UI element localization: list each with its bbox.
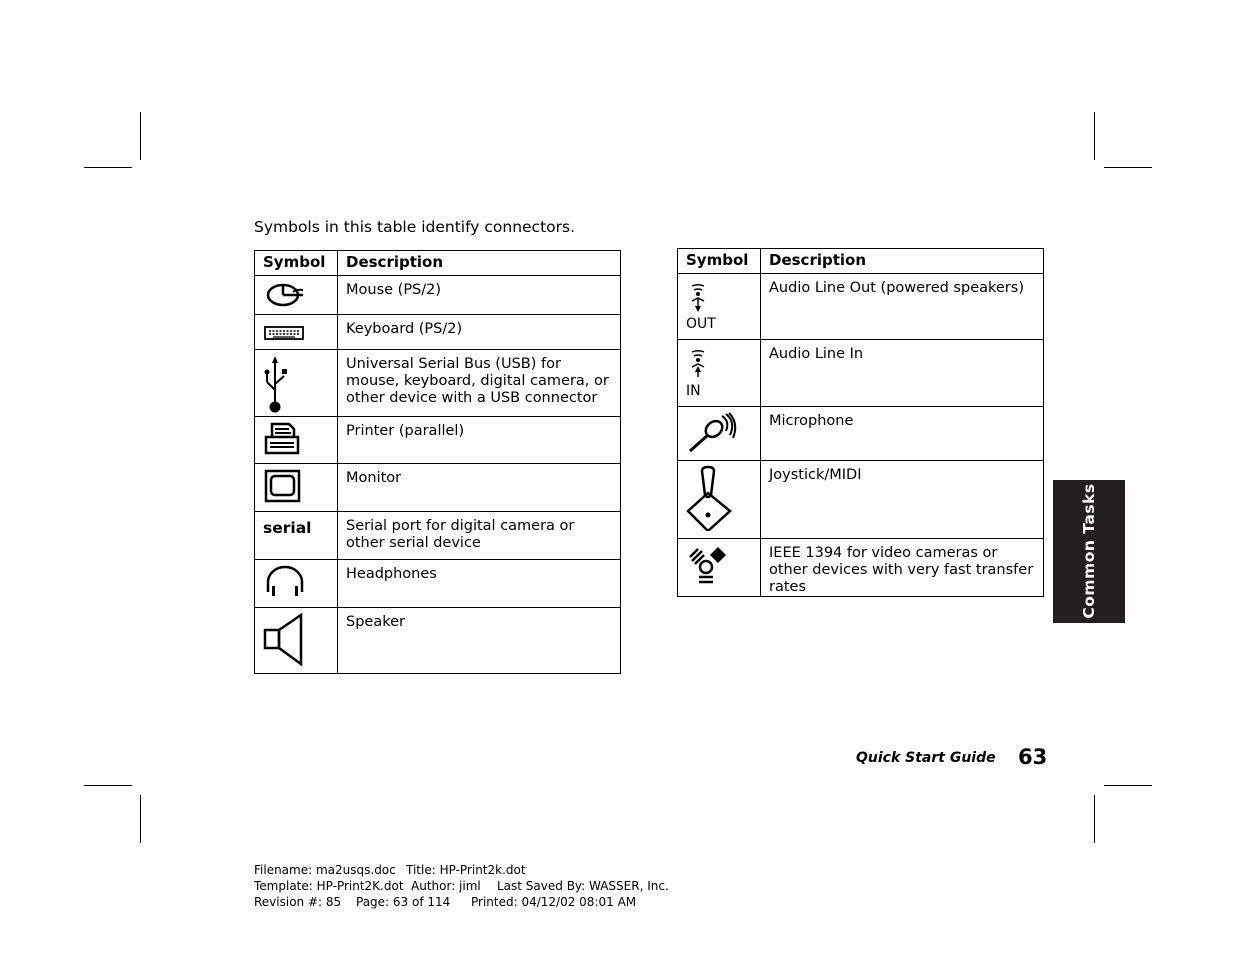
speaker-icon — [263, 612, 307, 668]
meta-filename: Filename: ma2usqs.doc — [254, 863, 396, 877]
mouse-icon — [263, 280, 307, 310]
symbol-cell — [678, 539, 761, 597]
table-header-row — [255, 251, 621, 276]
table-row — [255, 512, 621, 560]
symbol-cell — [678, 407, 761, 461]
audio-line-in-icon — [686, 344, 718, 382]
usb-icon — [263, 354, 299, 414]
table-row — [255, 315, 621, 350]
description-column-header: Description — [338, 251, 621, 276]
symbol-cell — [255, 560, 338, 608]
table-header-row — [678, 249, 1044, 274]
description-cell: Serial port for digital camera or other serial device — [338, 512, 621, 560]
table-row — [678, 407, 1044, 461]
connector-symbols-table-right — [677, 248, 1044, 597]
description-column-header: Description — [761, 249, 1044, 274]
meta-template: Template: HP-Print2K.dot — [254, 879, 404, 893]
crop-mark — [84, 785, 132, 786]
symbol-cell — [255, 512, 338, 560]
table-row — [255, 608, 621, 674]
meta-author: Author: jiml — [411, 879, 481, 893]
symbol-cell — [255, 350, 338, 417]
description-cell: Audio Line Out (powered speakers) — [761, 274, 1044, 340]
line-in-label: IN — [686, 383, 701, 399]
table-row — [678, 461, 1044, 539]
crop-mark — [140, 112, 141, 160]
description-cell: Printer (parallel) — [338, 417, 621, 464]
description-cell: Audio Line In — [761, 340, 1044, 407]
description-cell: Monitor — [338, 464, 621, 512]
crop-mark — [140, 795, 141, 843]
description-cell: Keyboard (PS/2) — [338, 315, 621, 350]
table-row — [678, 340, 1044, 407]
symbol-cell — [255, 608, 338, 674]
description-cell: Speaker — [338, 608, 621, 674]
description-cell: IEEE 1394 for video cameras or other devices with very fast transfer rates — [761, 539, 1044, 597]
keyboard-icon — [263, 319, 307, 345]
symbol-column-header: Symbol — [678, 249, 761, 274]
crop-mark — [1104, 785, 1152, 786]
page-number: 63 — [1018, 745, 1048, 769]
serial-label: serial — [263, 519, 312, 537]
ieee1394-icon — [686, 543, 734, 587]
table-row — [678, 274, 1044, 340]
headphones-icon — [263, 564, 307, 600]
meta-page: Page: 63 of 114 — [356, 895, 451, 909]
table-row — [255, 417, 621, 464]
crop-mark — [1104, 167, 1152, 168]
symbol-cell — [255, 417, 338, 464]
printer-icon — [263, 421, 303, 457]
symbol-cell — [678, 461, 761, 539]
table-row — [255, 350, 621, 417]
table-row — [678, 539, 1044, 597]
symbol-cell — [255, 276, 338, 315]
symbol-cell — [678, 274, 761, 340]
joystick-icon — [686, 465, 734, 531]
symbol-cell — [255, 464, 338, 512]
microphone-icon — [686, 411, 738, 455]
description-cell: Headphones — [338, 560, 621, 608]
intro-text: Symbols in this table identify connectors. — [254, 218, 576, 236]
monitor-icon — [263, 468, 303, 504]
section-side-tab-label: Common Tasks — [1080, 483, 1098, 619]
description-cell: Mouse (PS/2) — [338, 276, 621, 315]
description-cell: Microphone — [761, 407, 1044, 461]
crop-mark — [84, 167, 132, 168]
symbol-cell — [255, 315, 338, 350]
connector-symbols-table-left — [254, 250, 621, 674]
description-cell: Universal Serial Bus (USB) for mouse, keyboard, digital camera, or other device with a USB connector — [338, 350, 621, 417]
footer-guide-title: Quick Start Guide — [856, 750, 996, 766]
section-side-tab — [1053, 480, 1125, 623]
description-cell: Joystick/MIDI — [761, 461, 1044, 539]
table-row — [255, 560, 621, 608]
crop-mark — [1094, 795, 1095, 843]
symbol-column-header: Symbol — [255, 251, 338, 276]
meta-last-saved: Last Saved By: WASSER, Inc. — [497, 879, 669, 893]
table-row — [255, 464, 621, 512]
meta-revision: Revision #: 85 — [254, 895, 342, 909]
table-row — [255, 276, 621, 315]
audio-line-out-icon — [686, 278, 718, 316]
crop-mark — [1094, 112, 1095, 160]
symbol-cell — [678, 340, 761, 407]
line-out-label: OUT — [686, 316, 716, 332]
meta-title: Title: HP-Print2k.dot — [406, 863, 526, 877]
meta-printed: Printed: 04/12/02 08:01 AM — [471, 895, 637, 909]
